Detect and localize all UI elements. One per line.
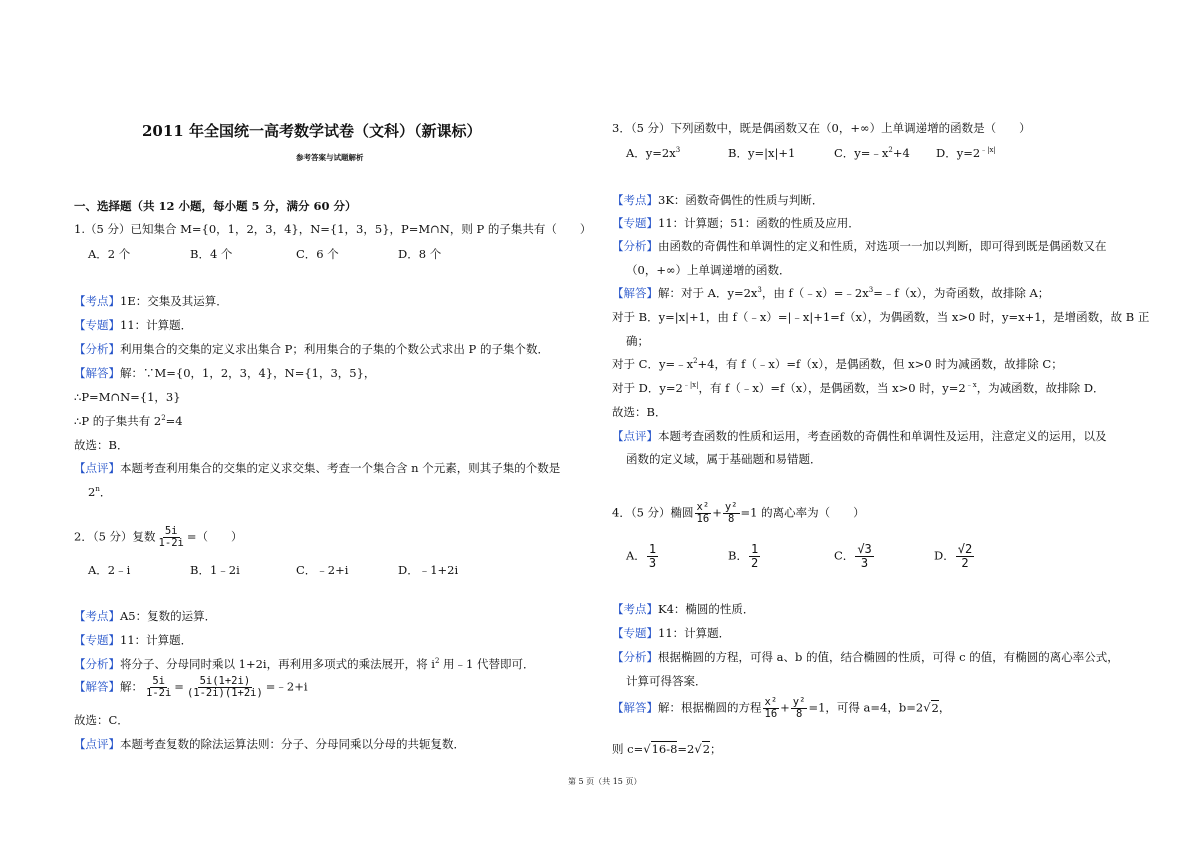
q2-zhuanti: 【专题】11：计算题．: [74, 633, 193, 647]
page-footer: 第 5 页（共 15 页）: [568, 777, 642, 786]
q1-kaodian: 【考点】1E：交集及其运算．: [74, 294, 228, 308]
q3-fenxi-line2: （0，+∞）上单调递增的函数．: [626, 263, 791, 277]
q3-solution-line2b: 确；: [626, 334, 649, 348]
q3-jieda: 【解答】解：对于 A．$y=2x^3$，由 $f(﹣x)=﹣2x^3=﹣f(x)$，为奇函数，故排除 A；: [612, 286, 1050, 300]
q4-kaodian: 【考点】K4：椭圆的性质．: [612, 602, 755, 616]
q3-dianping-line2: 函数的定义域，属于基础题和易错题．: [626, 452, 822, 466]
q4-fenxi-line2: 计算可得答案．: [626, 674, 707, 688]
q2-fenxi: 【分析】将分子、分母同时乘以 1+2i，再利用多项式的乘法展开，将 $i^2$ 用﹣1 代替即可．: [74, 657, 535, 671]
q3-kaodian: 【考点】3K：函数奇偶性的性质与判断．: [612, 193, 824, 207]
q3-zhuanti: 【专题】11：计算题；51：函数的性质及应用．: [612, 216, 860, 230]
q3-option-c: C．$y=﹣x^2+4$: [834, 146, 910, 160]
jieda-tag: 【解答】: [74, 366, 120, 380]
q2-stem: 2．（5 分）复数 $\frac{5i}{1-2i}$ =（ ）: [74, 525, 243, 549]
q2-kaodian: 【考点】A5：复数的运算．: [74, 609, 217, 623]
q1-fenxi: 【分析】利用集合的交集的定义求出集合 P；利用集合的子集的个数公式求出 P 的子集个数．: [74, 342, 549, 356]
q3-solution-line3: 对于 C．$y=﹣x^2+4$，有 f（﹣x）=f（x），是偶函数，但 x>0 时为减函数，故排除 C；: [612, 357, 1063, 371]
section-heading: 一、选择题（共 12 小题，每小题 5 分，满分 60 分）: [74, 199, 357, 213]
q4-zhuanti: 【专题】11：计算题．: [612, 626, 731, 640]
document-subtitle: 参考答案与试题解析: [296, 153, 364, 162]
q3-solution-line2: 对于 B．y=|x|+1，由 f（﹣x）=|﹣x|+1=f（x），为偶函数，当 x>0 时，y=x+1，是增函数，故 B 正: [612, 310, 1150, 324]
document-title: 2011 年全国统一高考数学试卷（文科）（新课标）: [142, 122, 482, 140]
q2-answer: 故选：C．: [74, 713, 129, 727]
zhuanti-tag: 【专题】: [74, 318, 120, 332]
fenxi-tag: 【分析】: [74, 342, 120, 356]
q1-answer: 故选：B．: [74, 438, 129, 452]
q1-solution-line2: ∴P=M∩N={1，3}: [74, 390, 181, 404]
q3-option-a: A．$y=2x^3$: [626, 146, 681, 160]
q4-option-a: A． $\frac{1}{3}$: [626, 542, 657, 570]
q1-dianping: 【点评】本题考查利用集合的交集的定义求交集、考查一个集合含 n 个元素，则其子集的个数是: [74, 461, 561, 475]
q2-dianping: 【点评】本题考查复数的除法运算法则：分子、分母同乘以分母的共轭复数．: [74, 737, 465, 751]
q3-fenxi: 【分析】由函数的奇偶性和单调性的定义和性质，对选项一一加以判断，即可得到既是偶函数又在: [612, 239, 1107, 253]
q3-solution-line4: 对于 D．$y=2^{﹣|x|}$，有 f（﹣x）=f（x），是偶函数，当 x>0 时，$y=2^{﹣x}$，为减函数，故排除 D．: [612, 381, 1105, 395]
dianping-tag: 【点评】: [74, 461, 120, 475]
q3-dianping: 【点评】本题考查函数的性质和运用，考查函数的奇偶性和单调性及运用，注意定义的运用，以及: [612, 429, 1107, 443]
q1-dianping-line2: 2$^n$．: [88, 485, 112, 499]
q4-fenxi: 【分析】根据椭圆的方程，可得 a、b 的值，结合椭圆的性质，可得 c 的值，有椭圆的离心率公式，: [612, 650, 1119, 664]
q3-option-d: D．$y=2^{﹣|x|}$: [936, 146, 996, 160]
q1-option-c: C．6 个: [296, 247, 339, 261]
q4-option-d: D． $\frac{√2}{2}$: [934, 542, 973, 570]
q1-jieda: 【解答】解：∵M={0，1，2，3，4}，N={1，3，5}，: [74, 366, 376, 380]
q1-zhuanti: 【专题】11：计算题．: [74, 318, 193, 332]
q2-jieda: 【解答】解： $\frac{5i}{1-2i}$ = $\frac{5i(1+2i)}{(1-2i)(1+2i)}$ =﹣2+i: [74, 675, 308, 699]
q2-option-a: A．2﹣i: [88, 563, 131, 577]
q4-stem: 4．（5 分）椭圆 $\frac{\text{x²}}{16}$ + $\frac{\text{y²}}{8}$ =1 的离心率为（ ）: [612, 501, 865, 525]
kaodian-tag: 【考点】: [74, 294, 120, 308]
q1-option-a: A．2 个: [88, 247, 131, 261]
q1-solution-line3: ∴P 的子集共有 $2^2=4$: [74, 414, 183, 428]
q2-option-c: C．﹣2+i: [296, 563, 349, 577]
q1-option-d: D．8 个: [398, 247, 442, 261]
q4-option-c: C． $\frac{√3}{3}$: [834, 542, 872, 570]
q2-option-b: B．1﹣2i: [190, 563, 240, 577]
q1-option-b: B．4 个: [190, 247, 233, 261]
q4-solution-line2: 则 c=√16-8=2√2；: [612, 742, 722, 756]
q3-stem: 3．（5 分）下列函数中，既是偶函数又在（0，+∞）上单调递增的函数是（ ）: [612, 121, 1031, 135]
q3-answer: 故选：B．: [612, 405, 667, 419]
q1-stem: 1.（5 分）已知集合 M={0，1，2，3，4}，N={1，3，5}，P=M∩N，则 P 的子集共有（ ）: [74, 222, 592, 236]
q4-option-b: B． $\frac{1}{2}$: [728, 542, 759, 570]
q4-jieda: 【解答】解：根据椭圆的方程 $\frac{\text{x²}}{16}$ + $\frac{\text{y²}}{8}$ =1，可得 a=4，b=2√2，: [612, 696, 951, 720]
q2-option-d: D．﹣1+2i: [398, 563, 459, 577]
q3-option-b: B．y=|x|+1: [728, 146, 796, 160]
